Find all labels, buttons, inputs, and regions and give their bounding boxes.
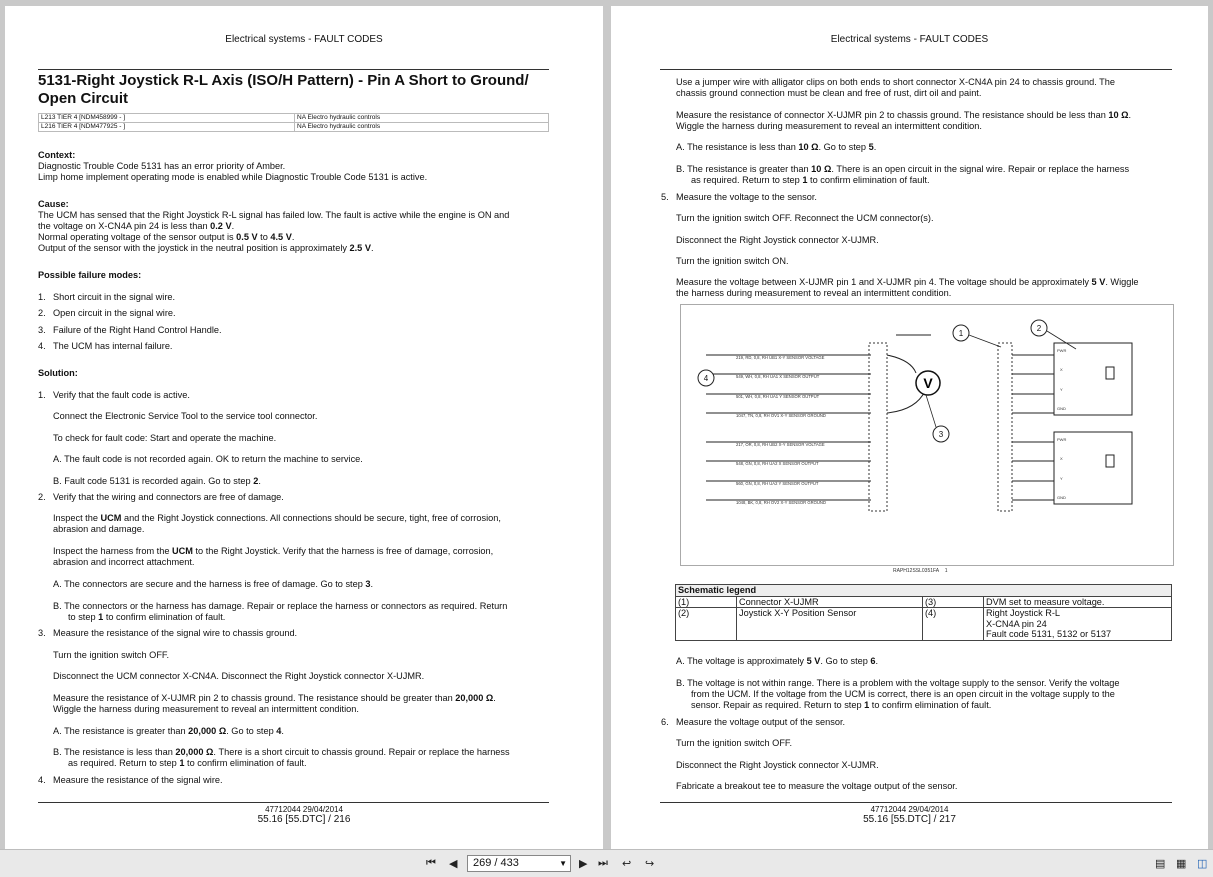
list-item: The UCM has internal failure.	[53, 341, 173, 351]
chevron-down-icon[interactable]: ▼	[559, 859, 567, 868]
step-text: Inspect the harness from the UCM to the Right Joystick. Verify that the harness is free of damage, corrosion,	[53, 546, 494, 556]
step-text: abrasion and incorrect attachment.	[53, 557, 195, 567]
step-option: A. The voltage is approximately 5 V. Go to step 6.	[676, 656, 879, 666]
continuous-view-icon[interactable]: ▦	[1176, 858, 1187, 870]
pin-label: GND	[1057, 495, 1066, 500]
context-text: Diagnostic Trouble Code 5131 has an error priority of Amber.	[38, 161, 286, 171]
wire-label: 560, GN, 0,8, RH UA2 Y SENSOR OUTPUT	[736, 481, 819, 486]
legend-cell: (3)	[923, 596, 984, 608]
cause-text: Normal operating voltage of the sensor output is 0.5 V to 4.5 V.	[38, 232, 295, 242]
page-header: Electrical systems - FAULT CODES	[225, 34, 383, 45]
fault-title: 5131-Right Joystick R-L Axis (ISO/H Pattern) - Pin A Short to Ground/ Open Circuit	[38, 72, 529, 107]
step-text: Turn the ignition switch OFF.	[676, 738, 793, 748]
legend-cell: DVM set to measure voltage.	[984, 596, 1172, 608]
header-rule	[38, 69, 549, 70]
cause-text: the voltage on X-CN4A pin 24 is less than 0.2 V.	[38, 221, 235, 231]
list-number: 2.	[38, 308, 46, 318]
table-row	[676, 596, 1172, 608]
connector-right	[998, 343, 1012, 511]
step-text: Measure the resistance of X-UJMR pin 2 to chassis ground. The resistance should be greater than 20,000 Ω.	[53, 693, 496, 703]
step-text: Fabricate a breakout tee to measure the voltage output of the sensor.	[676, 781, 958, 791]
legend-cell: Connector X-UJMR	[737, 596, 923, 608]
document-page-left	[5, 6, 603, 849]
step-option: sensor. Repair as required. Return to step 1 to confirm elimination of fault.	[691, 700, 992, 710]
list-item: Failure of the Right Hand Control Handle.	[53, 325, 222, 335]
step-text: Verify that the wiring and connectors are free of damage.	[53, 492, 284, 502]
viewer-toolbar	[0, 849, 1213, 877]
single-page-view-icon[interactable]: ▤	[1155, 858, 1166, 870]
list-number: 3.	[38, 325, 46, 335]
list-number: 1.	[38, 292, 46, 302]
cause-text: Output of the sensor with the joystick in the neutral position is approximately 2.5 V.	[38, 243, 374, 253]
first-page-icon[interactable]: ⏮	[426, 857, 436, 869]
pin-label: PWR	[1057, 437, 1067, 442]
footer-doc-id: 47712044 29/04/2014	[265, 805, 343, 814]
step-option: B. Fault code 5131 is recorded again. Go to step 2.	[53, 476, 261, 486]
page-number-input[interactable]	[467, 855, 571, 872]
step-option: A. The connectors are secure and the harness is free of damage. Go to step 3.	[53, 579, 374, 589]
footer-page-number: 55.16 [55.DTC] / 217	[863, 814, 956, 825]
cause-text: The UCM has sensed that the Right Joystick R-L signal has failed low. The fault is active while the engine is ON and	[38, 210, 510, 220]
table-row	[39, 114, 549, 123]
step-text: Turn the ignition switch OFF.	[53, 650, 170, 660]
step-text: chassis ground connection must be clean and free of rust, dirt oil and paint.	[676, 88, 982, 98]
sensor-box-2	[1012, 432, 1132, 504]
step-option: B. The resistance is greater than 10 Ω. There is an open circuit in the signal wire. Repair or replace the harness	[676, 164, 1130, 174]
pin-label: GND	[1057, 406, 1066, 411]
sensor-box-1	[1012, 343, 1132, 415]
step-option: A. The fault code is not recorded again. OK to return the machine to service.	[53, 454, 363, 464]
step-text: Verify that the fault code is active.	[53, 390, 190, 400]
header-rule	[660, 69, 1172, 70]
pin-label: X	[1060, 367, 1063, 372]
voltmeter-label: V	[923, 375, 933, 391]
desc-cell: NA Electro hydraulic controls	[295, 123, 549, 132]
step-text: Disconnect the UCM connector X-CN4A. Disconnect the Right Joystick connector X-UJMR.	[53, 671, 425, 681]
step-text: Use a jumper wire with alligator clips on both ends to short connector X-CN4A pin 24 to chassis ground. The	[676, 77, 1116, 87]
legend-cell: (1)	[676, 596, 737, 608]
context-heading: Context:	[38, 150, 76, 160]
table-row	[39, 123, 549, 132]
step-text: the harness during measurement to reveal an intermittent condition.	[676, 288, 952, 298]
previous-page-icon[interactable]: ◀	[449, 858, 458, 870]
go-back-icon[interactable]: ↩	[622, 858, 632, 870]
step-number: 1.	[38, 390, 46, 400]
step-option: from the UCM. If the voltage from the UCM is correct, there is an open circuit in the voltage supply to the	[691, 689, 1115, 699]
next-page-icon[interactable]: ▶	[579, 858, 588, 870]
wire-label: 217, OR, 0,8, RH UB2 X-Y SENSOR VOLTAGE	[736, 442, 825, 447]
callout-circles	[698, 320, 1047, 442]
table-row	[676, 585, 1172, 597]
pin-label: Y	[1060, 387, 1063, 392]
footer-page-number: 55.16 [55.DTC] / 216	[257, 814, 351, 825]
callout-1: 1	[958, 329, 964, 338]
figure-id: RAPH12SSL0351FA 1	[893, 568, 948, 574]
footer-rule	[660, 802, 1172, 803]
step-option: A. The resistance is greater than 20,000 Ω. Go to step 4.	[53, 726, 284, 736]
step-option: to step 1 to confirm elimination of fault.	[68, 612, 226, 622]
step-number: 4.	[38, 775, 46, 785]
step-text: Disconnect the Right Joystick connector X-UJMR.	[676, 235, 879, 245]
step-text: Inspect the UCM and the Right Joystick connections. All connections should be secure, tight, free of corrosion,	[53, 513, 501, 523]
step-number: 2.	[38, 492, 46, 502]
step-text: Turn the ignition switch ON.	[676, 256, 789, 266]
connector-left	[869, 343, 887, 511]
callout-3: 3	[938, 430, 944, 439]
list-number: 4.	[38, 341, 46, 351]
step-text: Measure the voltage between X-UJMR pin 1 and X-UJMR pin 4. The voltage should be approximately 5 V. Wiggle	[676, 277, 1139, 287]
two-page-view-icon[interactable]: ◫	[1197, 858, 1208, 870]
context-text: Limp home implement operating mode is enabled while Diagnostic Trouble Code 5131 is active.	[38, 172, 428, 182]
step-text: Wiggle the harness during measurement to reveal an intermittent condition.	[676, 121, 982, 131]
go-forward-icon[interactable]: ↪	[645, 858, 655, 870]
step-text: Turn the ignition switch OFF. Reconnect the UCM connector(s).	[676, 213, 934, 223]
legend-heading: Schematic legend	[676, 585, 1172, 597]
step-option: B. The connectors or the harness has damage. Repair or replace the harness or connectors as required. Return	[53, 601, 508, 611]
wiring-schematic	[680, 304, 1174, 566]
wire-label: 1048, BK, 0,8, RH OV2 X-Y SENSOR GROUND	[736, 500, 826, 505]
step-text: To check for fault code: Start and operate the machine.	[53, 433, 277, 443]
pin-label: Y	[1060, 476, 1063, 481]
wire-label: 501, WH, 0,8, RH UA1 Y SENSOR OUTPUT	[736, 394, 820, 399]
model-table	[38, 113, 549, 132]
desc-cell: NA Electro hydraulic controls	[295, 114, 549, 123]
step-text: Measure the voltage to the sensor.	[676, 192, 817, 202]
legend-cell: (2)	[676, 608, 737, 641]
legend-cell: Joystick X-Y Position Sensor	[737, 608, 923, 641]
list-item: Open circuit in the signal wire.	[53, 308, 176, 318]
callout-2: 2	[1036, 324, 1042, 333]
last-page-icon[interactable]: ⏭	[598, 857, 608, 869]
step-text: Disconnect the Right Joystick connector X-UJMR.	[676, 760, 879, 770]
step-number: 6.	[661, 717, 669, 727]
step-text: Connect the Electronic Service Tool to the service tool connector.	[53, 411, 318, 421]
step-option: B. The voltage is not within range. There is a problem with the voltage supply to the sensor. Verify the voltage	[676, 678, 1120, 688]
legend-cell: Right Joystick R-L X-CN4A pin 24 Fault code 5131, 5132 or 5137	[984, 608, 1172, 641]
step-text: Measure the resistance of the signal wire.	[53, 775, 223, 785]
step-text: Measure the voltage output of the sensor.	[676, 717, 846, 727]
schematic-legend	[675, 584, 1172, 641]
wire-label: 548, GN, 0,8, RH UA2 X SENSOR OUTPUT	[736, 461, 819, 466]
pin-label: PWR	[1057, 348, 1067, 353]
footer-rule	[38, 802, 549, 803]
step-text: Measure the resistance of connector X-UJMR pin 2 to chassis ground. The resistance should be less than 10 Ω.	[676, 110, 1132, 120]
solution-heading: Solution:	[38, 368, 78, 378]
wire-label: 219, RD, 0,8, RH UB1 X-Y SENSOR VOLTAGE	[736, 355, 825, 360]
footer-doc-id: 47712044 29/04/2014	[870, 805, 949, 814]
step-option: A. The resistance is less than 10 Ω. Go to step 5.	[676, 142, 877, 152]
step-number: 3.	[38, 628, 46, 638]
step-option: as required. Return to step 1 to confirm elimination of fault.	[691, 175, 930, 185]
step-number: 5.	[661, 192, 669, 202]
wire-label: 549, WH, 0,8, RH UA1 X SENSOR OUTPUT	[736, 374, 820, 379]
failure-modes-heading: Possible failure modes:	[38, 270, 142, 280]
model-cell: L213 TIER 4 [NDM458999 - ]	[39, 114, 295, 123]
callout-4: 4	[703, 374, 709, 383]
step-option: as required. Return to step 1 to confirm elimination of fault.	[68, 758, 307, 768]
step-text: abrasion and damage.	[53, 524, 145, 534]
step-text: Measure the resistance of the signal wire to chassis ground.	[53, 628, 298, 638]
pin-label: X	[1060, 456, 1063, 461]
legend-cell: (4)	[923, 608, 984, 641]
step-option: B. The resistance is less than 20,000 Ω. There is a short circuit to chassis ground. Repair or replace the harness	[53, 747, 510, 757]
page-header: Electrical systems - FAULT CODES	[830, 34, 989, 45]
wire-label: 1047, TN, 0,8, RH OV1 X-Y SENSOR GROUND	[736, 413, 826, 418]
cause-heading: Cause:	[38, 199, 69, 209]
model-cell: L216 TIER 4 [NDM477925 - ]	[39, 123, 295, 132]
page-indicator: 269 / 433	[473, 857, 519, 869]
step-text: Wiggle the harness during measurement to reveal an intermittent condition.	[53, 704, 359, 714]
table-row	[676, 608, 1172, 641]
document-page-right	[611, 6, 1208, 849]
list-item: Short circuit in the signal wire.	[53, 292, 176, 302]
